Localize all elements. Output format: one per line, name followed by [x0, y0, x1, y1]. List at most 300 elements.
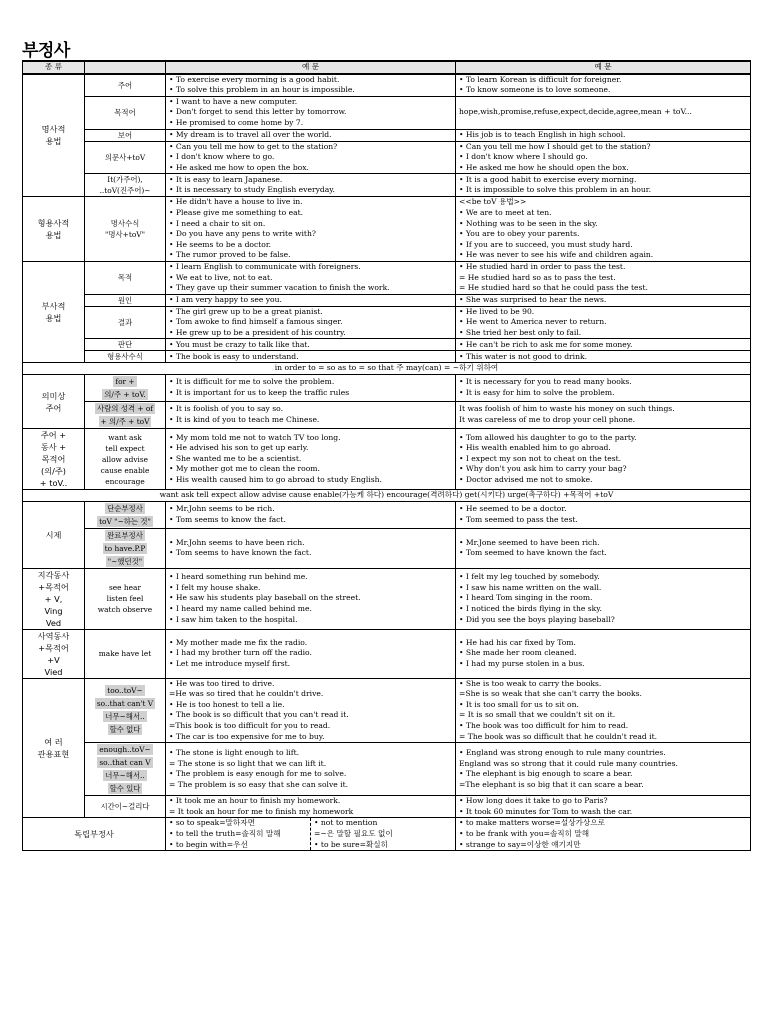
- subcategory-label: 보어: [117, 130, 133, 140]
- subcategory-label: 형용사수식: [107, 352, 143, 362]
- example-left: [166, 96, 456, 129]
- example-line: • To learn Korean is difficult for foreigner.: [459, 74, 622, 84]
- example-line: • I felt my house shake.: [169, 582, 261, 592]
- example-line: • I saw his name written on the wall.: [459, 582, 602, 592]
- example-line: • His wealth caused him to go abroad to study English.: [169, 474, 382, 484]
- example-line: • My mother made me fix the radio.: [169, 637, 308, 647]
- example-right: [456, 339, 751, 351]
- example-line: • The problem is easy enough for me to solve.: [169, 769, 347, 779]
- example-line: • To know someone is to love someone.: [459, 85, 611, 95]
- category-cell: [23, 429, 85, 490]
- subcategory-cell: [85, 375, 166, 402]
- subcategory-label: for +: [115, 377, 135, 387]
- example-right: [456, 402, 751, 429]
- category-label: 주어: [45, 402, 62, 413]
- example-line: = He studied hard so that he could pass the test.: [459, 283, 648, 293]
- note-row: [23, 490, 751, 502]
- indep-phrases-3: [456, 818, 751, 851]
- header-subcategory: [85, 61, 166, 74]
- table-row: [23, 796, 751, 818]
- example-right: [456, 528, 751, 568]
- subcategory-cell: [85, 96, 166, 129]
- subcategory-label: to have.P.P: [104, 543, 146, 553]
- subcategory-cell: [85, 306, 166, 339]
- example-line: • His job is to teach English in high school.: [459, 129, 626, 139]
- example-line: • Tom seemed to pass the test.: [459, 514, 578, 524]
- table-row: [23, 141, 751, 174]
- category-cell: [23, 261, 85, 363]
- example-left: [166, 796, 456, 818]
- example-right: [456, 568, 751, 629]
- subcategory-label: 완료부정사: [107, 530, 143, 540]
- note-text: want ask tell expect allow advise cause enable(가능케 하다) encourage(격려하다) get(시키다) urge(촉구하다) +목적어 +toV: [23, 490, 751, 502]
- example-line: • My mom told me not to watch TV too long.: [169, 432, 341, 442]
- category-label: 사역동사: [37, 630, 70, 641]
- subcategory-label: cause enable: [100, 465, 150, 475]
- subcategory-cell: [85, 429, 166, 490]
- example-right: [456, 197, 751, 262]
- table-row: [23, 351, 751, 363]
- example-line: • His wealth enabled him to go abroad.: [459, 443, 611, 453]
- note-row: [23, 363, 751, 375]
- indep-phrases-1: [166, 818, 311, 850]
- subcategory-label: listen feel: [106, 594, 144, 604]
- subcategory-label: 목적: [117, 273, 133, 283]
- example-line: • It is impossible to solve this problem in an hour.: [459, 185, 651, 195]
- example-line: • to tell the truth=솔직히 말해: [169, 829, 281, 838]
- example-line: • not to mention: [314, 818, 378, 828]
- example-line: <<be toV 용법>>: [459, 197, 527, 207]
- subcategory-label: 시간이~걸리다: [100, 802, 150, 812]
- subcategory-label: "명사+toV": [104, 230, 146, 240]
- example-left: [166, 129, 456, 141]
- subcategory-cell: [85, 339, 166, 351]
- category-cell: [23, 375, 85, 429]
- category-label: 동사 +: [40, 442, 67, 453]
- example-line: • The book is so difficult that you can't read it.: [169, 710, 349, 720]
- table-row: [23, 306, 751, 339]
- example-line: = He studied hard so as to pass the test.: [459, 272, 616, 282]
- category-label: 명사적: [41, 124, 66, 135]
- example-line: • I want to have a new computer.: [169, 96, 298, 106]
- subcategory-cell: [85, 629, 166, 678]
- example-line: • He can't be rich to ask me for some money.: [459, 339, 633, 349]
- example-left: [166, 375, 456, 402]
- example-line: England was so strong that it could rule many countries.: [459, 758, 678, 768]
- example-line: • It is kind of you to teach me Chinese.: [169, 415, 320, 425]
- table-row: [23, 96, 751, 129]
- category-label: 용법: [45, 230, 62, 241]
- example-right: [456, 74, 751, 97]
- example-line: =She is so weak that she can't carry the books.: [459, 689, 642, 699]
- example-line: • Mr.John seems to have been rich.: [169, 537, 305, 547]
- example-line: • I saw him taken to the hospital.: [169, 614, 298, 624]
- example-line: • The car is too expensive for me to buy.: [169, 731, 325, 741]
- subcategory-label: toV "~하는 것": [99, 516, 151, 526]
- example-line: • to begin with=우선: [169, 839, 248, 849]
- example-line: • The book was too difficult for him to read.: [459, 721, 629, 731]
- subcategory-cell: [85, 197, 166, 262]
- example-right: [456, 501, 751, 528]
- example-line: • How long does it take to go to Paris?: [459, 796, 608, 806]
- example-line: • He grew up to be a president of his country.: [169, 327, 346, 337]
- category-label: 용법: [45, 313, 62, 324]
- example-line: • It is necessary for you to read many books.: [459, 377, 632, 387]
- category-label: Vied: [44, 666, 63, 677]
- category-label: 주어 +: [40, 430, 67, 441]
- example-right: [456, 796, 751, 818]
- example-left: [166, 351, 456, 363]
- example-line: • I heard something run behind me.: [169, 572, 308, 582]
- example-line: • I am very happy to see you.: [169, 294, 282, 304]
- category-cell: [23, 501, 85, 568]
- example-line: • Tom allowed his daughter to go to the party.: [459, 432, 637, 442]
- example-right: [456, 294, 751, 306]
- subcategory-label: "~했던것": [107, 556, 143, 566]
- example-left: [166, 743, 456, 796]
- example-line: • It is a good habit to exercise every morning.: [459, 174, 637, 184]
- example-line: • It is important for us to keep the traffic rules: [169, 388, 350, 398]
- table-row: [23, 528, 751, 568]
- subcategory-label: 목적어: [114, 108, 136, 118]
- example-left: [166, 74, 456, 97]
- subcategory-cell: [85, 141, 166, 174]
- example-line: • Mr.Jone seemed to have been rich.: [459, 537, 600, 547]
- table-header-row: [23, 61, 751, 74]
- subcategory-cell: [85, 568, 166, 629]
- example-line: • He asked me how to open the box.: [169, 162, 309, 172]
- example-left: [166, 306, 456, 339]
- example-line: • Don't forget to send this letter by tomorrow.: [169, 107, 347, 117]
- example-left: [166, 629, 456, 678]
- example-line: • The elephant is big enough to scare a bear.: [459, 769, 633, 779]
- subcategory-cell: [85, 678, 166, 743]
- example-line: • He studied hard in order to pass the test.: [459, 261, 626, 271]
- example-line: = The problem is so easy that she can solve it.: [169, 779, 349, 789]
- subcategory-label: + 의/주 + toV: [100, 417, 150, 427]
- example-line: • The girl grew up to be a great pianist.: [169, 306, 323, 316]
- example-line: • I need a chair to sit on.: [169, 218, 266, 228]
- example-line: = The book was so difficult that he couldn't read it.: [459, 731, 658, 741]
- subcategory-cell: [85, 402, 166, 429]
- subcategory-label: watch observe: [97, 605, 153, 615]
- example-line: • I noticed the birds flying in the sky.: [459, 603, 602, 613]
- example-line: • Tom awoke to find himself a famous singer.: [169, 317, 343, 327]
- header-example-right: 예 문: [456, 61, 751, 74]
- example-line: • To solve this problem in an hour is impossible.: [169, 85, 355, 95]
- example-left: [166, 261, 456, 294]
- example-line: • to be sure=확실히: [314, 839, 388, 849]
- example-line: • Tom seems to have known the fact.: [169, 548, 312, 558]
- example-line: • It is too small for us to sit on.: [459, 699, 579, 709]
- subcategory-label: so..that can V: [99, 758, 151, 768]
- subcategory-label: see hear: [109, 583, 141, 593]
- note-text: in order to = so as to = so that 주 may(can) = ~하기 위하여: [23, 363, 751, 375]
- table-row: [23, 501, 751, 528]
- subcategory-label: 의문사+toV: [104, 152, 146, 162]
- example-line: • I don't know where to go.: [169, 152, 275, 162]
- example-line: • She was surprised to hear the news.: [459, 294, 607, 304]
- example-left: [166, 174, 456, 197]
- example-right: [456, 743, 751, 796]
- example-line: It was foolish of him to waste his money on such things.: [459, 404, 675, 414]
- example-line: • She made her room cleaned.: [459, 648, 577, 658]
- example-line: • My mother got me to clean the room.: [169, 464, 320, 474]
- example-line: • He seems to be a doctor.: [169, 239, 272, 249]
- subcategory-label: 너무~해서..: [105, 712, 145, 722]
- category-label: 용법: [45, 136, 62, 147]
- example-line: • Doctor advised me not to smoke.: [459, 474, 593, 484]
- example-line: • It is difficult for me to solve the problem.: [169, 377, 335, 387]
- example-line: • strange to say=이상한 얘기지만: [459, 839, 581, 849]
- example-line: • Why don't you ask him to carry your bag?: [459, 464, 627, 474]
- example-left: [166, 294, 456, 306]
- example-left: [166, 197, 456, 262]
- table-row: [23, 568, 751, 629]
- example-line: • It is easy for him to solve the problem.: [459, 388, 615, 398]
- example-line: = It took an hour for me to finish my homework: [169, 806, 354, 816]
- example-line: • Tom seemed to have known the fact.: [459, 548, 607, 558]
- category-label: 관용표현: [37, 749, 70, 760]
- indep-col-1: [166, 818, 456, 851]
- subcategory-label: so..that can't V: [96, 699, 154, 709]
- subcategory-label: 결과: [117, 318, 133, 328]
- table-row: [23, 743, 751, 796]
- example-line: • Tom seems to know the fact.: [169, 514, 286, 524]
- subcategory-cell: [85, 74, 166, 97]
- subcategory-cell: [85, 501, 166, 528]
- subcategory-label: tell expect: [105, 443, 145, 453]
- example-left: [166, 678, 456, 743]
- category-label: Ving: [44, 605, 63, 616]
- example-line: • He seemed to be a doctor.: [459, 504, 567, 514]
- table-row: [23, 402, 751, 429]
- example-line: • He promised to come home by 7.: [169, 117, 304, 127]
- example-line: • The book is easy to understand.: [169, 351, 299, 361]
- category-label: + toV..: [39, 478, 68, 489]
- example-line: • Mr.John seems to be rich.: [169, 504, 275, 514]
- example-left: [166, 402, 456, 429]
- subcategory-label: 사람의 성격 + of: [96, 404, 154, 414]
- subcategory-cell: [85, 351, 166, 363]
- example-line: =The elephant is so big that it can scare a bear.: [459, 779, 644, 789]
- category-label: 목적어: [41, 454, 66, 465]
- example-line: • I heard my name called behind me.: [169, 603, 312, 613]
- table-row: [23, 339, 751, 351]
- example-line: • He didn't have a house to live in.: [169, 197, 303, 207]
- example-line: • He saw his students play baseball on the street.: [169, 593, 361, 603]
- example-right: [456, 351, 751, 363]
- example-line: • They gave up their summer vacation to finish the work.: [169, 283, 390, 293]
- example-line: • This water is not good to drink.: [459, 351, 588, 361]
- subcategory-label: ..toV(진주어)~: [99, 186, 151, 196]
- table-row: [23, 74, 751, 97]
- example-line: • It took 60 minutes for Tom to wash the car.: [459, 806, 633, 816]
- subcategory-label: 할수 없다: [109, 725, 141, 735]
- subcategory-cell: [85, 743, 166, 796]
- example-line: • He was too tired to drive.: [169, 678, 275, 688]
- category-cell: [23, 74, 85, 197]
- table-body: [23, 74, 751, 851]
- example-line: • England was strong enough to rule many countries.: [459, 748, 666, 758]
- example-line: • so to speak=말하자면: [169, 818, 255, 828]
- example-line: • She tried her best only to fail.: [459, 327, 582, 337]
- example-line: =~은 말할 필요도 없이: [314, 829, 393, 838]
- subcategory-cell: [85, 261, 166, 294]
- example-line: • to be frank with you=솔직히 말해: [459, 829, 590, 838]
- category-cell: [23, 197, 85, 262]
- example-line: • I don't know where I should go.: [459, 152, 588, 162]
- example-right: [456, 429, 751, 490]
- example-line: • The stone is light enough to lift.: [169, 748, 300, 758]
- example-line: • He advised his son to get up early.: [169, 443, 309, 453]
- category-label: 형용사적: [37, 218, 70, 229]
- example-line: • Nothing was to be seen in the sky.: [459, 218, 598, 228]
- category-label: 부사적: [41, 301, 66, 312]
- example-line: • It is foolish of you to say so.: [169, 404, 283, 414]
- table-row: [23, 197, 751, 262]
- example-line: • He lived to be 90.: [459, 306, 535, 316]
- category-label: 시제: [45, 529, 62, 540]
- header-example-left: 예 문: [166, 61, 456, 74]
- subcategory-label: 판단: [117, 340, 133, 350]
- example-right: [456, 129, 751, 141]
- category-cell: [23, 568, 85, 629]
- example-line: • Let me introduce myself first.: [169, 658, 291, 668]
- example-line: = The stone is so light that we can lift it.: [169, 758, 327, 768]
- example-line: • He had his car fixed by Tom.: [459, 637, 576, 647]
- subcategory-label: make have let: [98, 649, 152, 659]
- table-row: [23, 294, 751, 306]
- grammar-table: [22, 60, 751, 851]
- subcategory-label: 명사수식: [110, 219, 140, 229]
- page-title: 부정사: [22, 41, 70, 61]
- example-line: • Did you see the boys playing baseball?: [459, 614, 615, 624]
- subcategory-label: encourage: [105, 476, 145, 486]
- example-line: • To exercise every morning is a good habit.: [169, 74, 340, 84]
- example-line: • She wanted me to be a scientist.: [169, 453, 302, 463]
- subcategory-label: 너무~해서..: [105, 771, 145, 781]
- subcategory-cell: [85, 796, 166, 818]
- example-right: [456, 96, 751, 129]
- table-row: [23, 375, 751, 402]
- example-line: • He went to America never to return.: [459, 317, 607, 327]
- example-line: • He was never to see his wife and children again.: [459, 250, 654, 260]
- example-line: • I had my purse stolen in a bus.: [459, 658, 585, 668]
- subcategory-label: too..toV~: [107, 686, 143, 696]
- example-line: • Can you tell me how to get to the station?: [169, 141, 338, 151]
- subcategory-label: enough..toV~: [99, 745, 151, 755]
- example-line: • My dream is to travel all over the world.: [169, 129, 332, 139]
- example-line: • We eat to live, not to eat.: [169, 272, 273, 282]
- example-line: • I had my brother turn off the radio.: [169, 648, 312, 658]
- table-row: [23, 818, 751, 851]
- example-line: =He was so tired that he couldn't drive.: [169, 689, 324, 699]
- category-label: 지각동사: [37, 569, 70, 580]
- subcategory-cell: [85, 294, 166, 306]
- subcategory-label: want ask: [108, 432, 142, 442]
- category-label: + V,: [44, 593, 63, 604]
- example-line: • It is easy to learn Japanese.: [169, 174, 283, 184]
- example-line: hope,wish,promise,refuse,expect,decide,agree,mean + toV...: [459, 107, 692, 117]
- example-right: [456, 678, 751, 743]
- subcategory-cell: [85, 528, 166, 568]
- table-row: [23, 174, 751, 197]
- subcategory-label: 할수 있다: [109, 784, 141, 794]
- example-right: [456, 306, 751, 339]
- example-line: • You are to obey your parents.: [459, 229, 580, 239]
- example-line: • Can you tell me how I should get to the station?: [459, 141, 651, 151]
- example-line: • He is too honest to tell a lie.: [169, 699, 285, 709]
- example-line: • Do you have any pens to write with?: [169, 229, 316, 239]
- example-right: [456, 375, 751, 402]
- table-row: [23, 261, 751, 294]
- category-label: +목적어: [38, 581, 69, 592]
- category-label: +목적어: [38, 642, 69, 653]
- example-right: [456, 261, 751, 294]
- indep-split: [166, 818, 455, 850]
- subcategory-label: 주어: [117, 80, 133, 90]
- subcategory-label: allow advise: [101, 454, 149, 464]
- example-left: [166, 568, 456, 629]
- example-line: • She is too weak to carry the books.: [459, 678, 602, 688]
- category-label: Ved: [45, 617, 62, 628]
- example-right: [456, 174, 751, 197]
- category-cell: [23, 818, 166, 851]
- example-left: [166, 501, 456, 528]
- example-right: [456, 141, 751, 174]
- indep-phrases-2: [311, 818, 455, 850]
- example-line: • You must be crazy to talk like that.: [169, 339, 310, 349]
- category-label: 독립부정사: [74, 829, 114, 840]
- table-row: [23, 429, 751, 490]
- example-line: • He asked me how he should open the box.: [459, 162, 629, 172]
- example-line: • If you are to succeed, you must study hard.: [459, 239, 633, 249]
- subcategory-label: 단순부정사: [107, 503, 143, 513]
- example-left: [166, 141, 456, 174]
- subcategory-label: 의/주 + toV.: [104, 390, 146, 400]
- example-line: • I learn English to communicate with foreigners.: [169, 261, 361, 271]
- category-label: 여 러: [44, 737, 63, 748]
- example-left: [166, 429, 456, 490]
- example-line: • I felt my leg touched by somebody.: [459, 572, 600, 582]
- table-row: [23, 678, 751, 743]
- example-line: • It is necessary to study English everyday.: [169, 185, 335, 195]
- example-right: [456, 629, 751, 678]
- subcategory-cell: [85, 129, 166, 141]
- subcategory-label: It(가주어),: [107, 175, 143, 185]
- category-cell: [23, 678, 85, 818]
- example-line: • It took me an hour to finish my homework.: [169, 796, 341, 806]
- subcategory-cell: [85, 174, 166, 197]
- example-left: [166, 528, 456, 568]
- example-line: • Please give me something to eat.: [169, 207, 304, 217]
- example-line: It was careless of me to drop your cell phone.: [459, 415, 636, 425]
- example-line: =This book is too difficult for you to read.: [169, 721, 331, 731]
- example-line: • The rumor proved to be false.: [169, 250, 291, 260]
- example-line: = It is so small that we couldn't sit on it.: [459, 710, 616, 720]
- example-line: • We are to meet at ten.: [459, 207, 552, 217]
- example-left: [166, 339, 456, 351]
- category-label: +V: [47, 654, 60, 665]
- example-line: • to make matters worse=설상가상으로: [459, 818, 605, 828]
- category-cell: [23, 629, 85, 678]
- subcategory-label: 원인: [117, 295, 133, 305]
- table-row: [23, 129, 751, 141]
- example-line: • I heard Tom singing in the room.: [459, 593, 593, 603]
- category-label: (의/주): [41, 466, 66, 477]
- header-category: 종 류: [23, 61, 85, 74]
